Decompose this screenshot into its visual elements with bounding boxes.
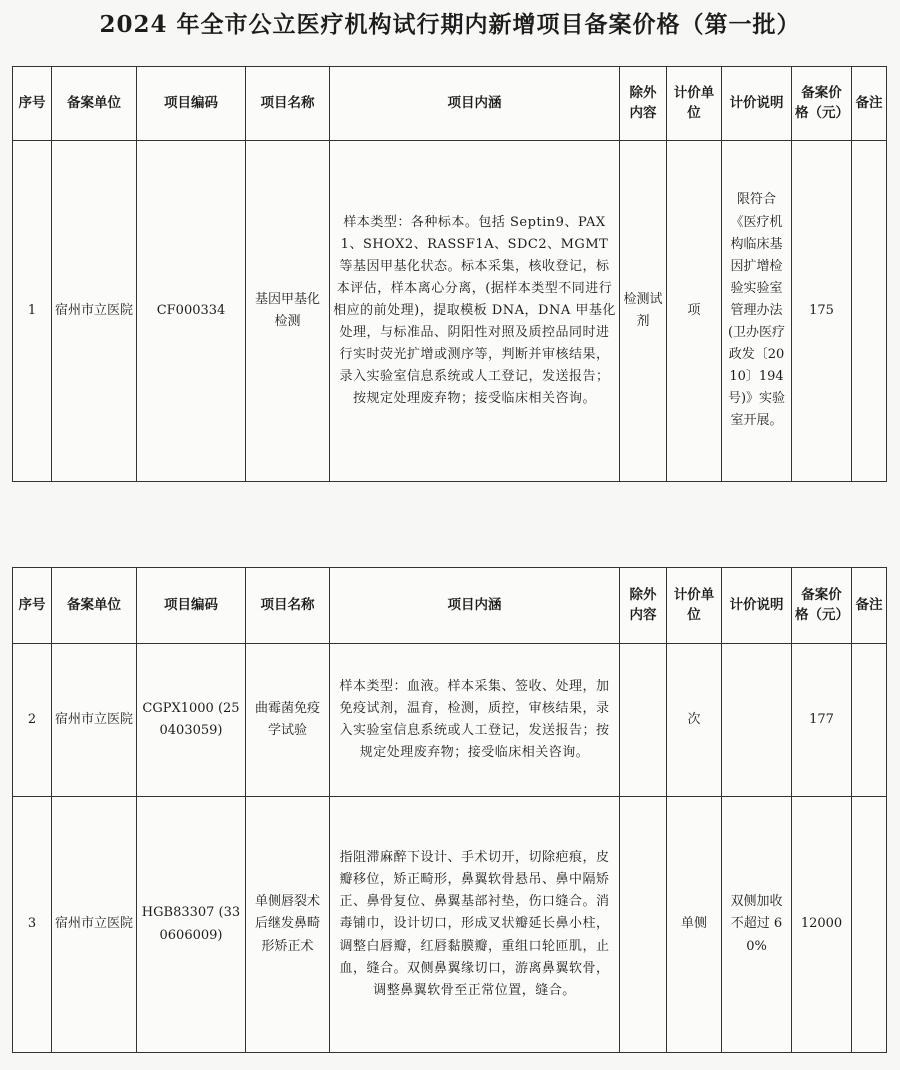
header-row: [13, 568, 887, 644]
price-table-1: [12, 66, 887, 482]
cell-price: 12000: [792, 797, 852, 1053]
cell-price-unit: 单侧: [667, 797, 722, 1053]
price-table-2: [12, 567, 887, 1053]
cell-price-unit: 次: [667, 644, 722, 797]
cell-remark: [852, 797, 887, 1053]
header-code: 项目编码: [137, 67, 246, 141]
header-pricing-note: 计价说明: [722, 568, 792, 644]
cell-price: 177: [792, 644, 852, 797]
cell-pricing-note: [722, 644, 792, 797]
cell-price-unit: 项: [667, 141, 722, 482]
table-row: [13, 141, 887, 482]
header-unit: 备案单位: [52, 568, 137, 644]
cell-name: 曲霉菌免疫学试验: [246, 644, 330, 797]
cell-price: 175: [792, 141, 852, 482]
table-row: [13, 797, 887, 1053]
cell-content: 样本类型：各种标本。包括 Septin9、PAX1、SHOX2、RASSF1A、SDC2、MGMT 等基因甲基化状态。标本采集，核收登记，标本评估，样本离心分离，(据样本类型不同进行相应的前处理)，提取模板 DNA，DNA 甲基化处理，与标准品、阴阳性对照及质控品同时进行实时荧光扩增或测序等，判断并审核结果，录入实验室信息系统或人工登记，发送报告；按规定处理废弃物；接受临床相关咨询。: [330, 141, 620, 482]
cell-seq: 1: [13, 141, 52, 482]
header-price: 备案价格（元）: [792, 67, 852, 141]
cell-excluded: 检测试剂: [620, 141, 667, 482]
header-content: 项目内涵: [330, 67, 620, 141]
header-excluded: 除外内容: [620, 67, 667, 141]
cell-code: CGPX1000 (250403059): [137, 644, 246, 797]
header-pricing-note: 计价说明: [722, 67, 792, 141]
cell-pricing-note: 双侧加收不超过 60%: [722, 797, 792, 1053]
cell-unit: 宿州市立医院: [52, 797, 137, 1053]
cell-seq: 2: [13, 644, 52, 797]
cell-content: 样本类型：血液。样本采集、签收、处理，加免疫试剂，温育，检测，质控，审核结果，录入实验室信息系统或人工登记，发送报告；按规定处理废弃物；接受临床相关咨询。: [330, 644, 620, 797]
header-name: 项目名称: [246, 568, 330, 644]
header-seq: 序号: [13, 67, 52, 141]
cell-code: CF000334: [137, 141, 246, 482]
header-remark: 备注: [852, 67, 887, 141]
header-code: 项目编码: [137, 568, 246, 644]
cell-content: 指阻滞麻醉下设计、手术切开，切除疤痕，皮瓣移位，矫正畸形，鼻翼软骨悬吊、鼻中隔矫正、鼻骨复位、鼻翼基部衬垫，伤口缝合。消毒铺巾，设计切口，形成叉状瓣延长鼻小柱，调整白唇瓣，红唇黏膜瓣，重组口轮匝肌，止血，缝合。双侧鼻翼缘切口，游离鼻翼软骨，调整鼻翼软骨至正常位置，缝合。: [330, 797, 620, 1053]
header-seq: 序号: [13, 568, 52, 644]
header-row: [13, 67, 887, 141]
cell-pricing-note: 限符合《医疗机构临床基因扩增检验实验室管理办法(卫办医疗政发〔2010〕194 号)》实验室开展。: [722, 141, 792, 482]
header-name: 项目名称: [246, 67, 330, 141]
header-content: 项目内涵: [330, 568, 620, 644]
header-remark: 备注: [852, 568, 887, 644]
cell-excluded: [620, 644, 667, 797]
cell-excluded: [620, 797, 667, 1053]
cell-code: HGB83307 (330606009): [137, 797, 246, 1053]
header-unit: 备案单位: [52, 67, 137, 141]
cell-name: 基因甲基化检测: [246, 141, 330, 482]
header-excluded: 除外内容: [620, 568, 667, 644]
cell-unit: 宿州市立医院: [52, 644, 137, 797]
page-title: 2024 年全市公立医疗机构试行期内新增项目备案价格（第一批）: [99, 11, 801, 38]
cell-unit: 宿州市立医院: [52, 141, 137, 482]
cell-remark: [852, 141, 887, 482]
header-price: 备案价格（元）: [792, 568, 852, 644]
header-price-unit: 计价单位: [667, 568, 722, 644]
header-price-unit: 计价单位: [667, 67, 722, 141]
cell-seq: 3: [13, 797, 52, 1053]
table-row: [13, 644, 887, 797]
cell-name: 单侧唇裂术后继发鼻畸形矫正术: [246, 797, 330, 1053]
cell-remark: [852, 644, 887, 797]
